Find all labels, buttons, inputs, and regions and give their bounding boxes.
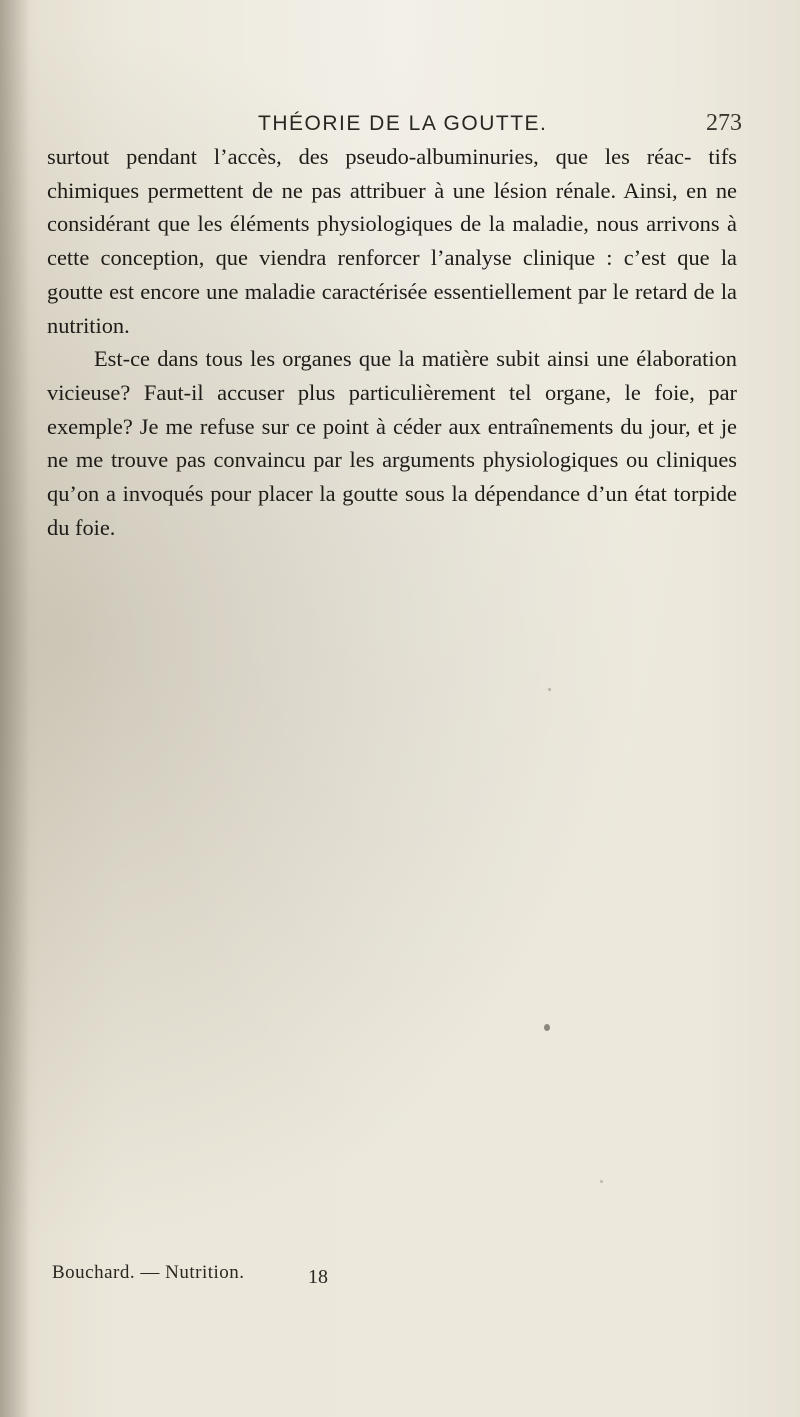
paragraph-2: Est-ce dans tous les organes que la matière subit ainsi une élaboration vicieuse? Faut-il accuser plus particulièrement tel organe, le foie, par exemple? Je me refuse sur ce point à céder aux entraînements du jour, et je ne me trouve pas convaincu par les arguments physiologiques ou cliniques qu’on a invoqués pour placer la goutte sous la dépendance d’un état torpide du foie. <box>47 346 737 540</box>
footer-signature: Bouchard. — Nutrition. <box>52 1262 245 1283</box>
paper-speck <box>548 688 551 691</box>
page-number: 273 <box>706 110 742 136</box>
gutter-shadow <box>0 0 30 1417</box>
paragraph-1: surtout pendant l’accès, des pseudo-albuminuries, que les réac- tifs chimiques permettent de ne pas attribuer à une lésion rénale. Ainsi, en ne considérant que les éléments physiologiques de la maladie, nous arrivons à cette conception, que viendra renforcer l’analyse clinique : c’est que la goutte est encore une maladie caractérisée essentiellement par le retard de la nutrition. <box>47 144 737 338</box>
paper-speck <box>600 1180 603 1183</box>
footer <box>0 1252 800 1292</box>
paper-speck <box>544 1024 550 1031</box>
sheet-number: 18 <box>308 1266 328 1288</box>
body-text <box>47 140 737 544</box>
running-head <box>0 108 800 138</box>
running-title: THÉORIE DE LA GOUTTE. <box>258 112 548 135</box>
